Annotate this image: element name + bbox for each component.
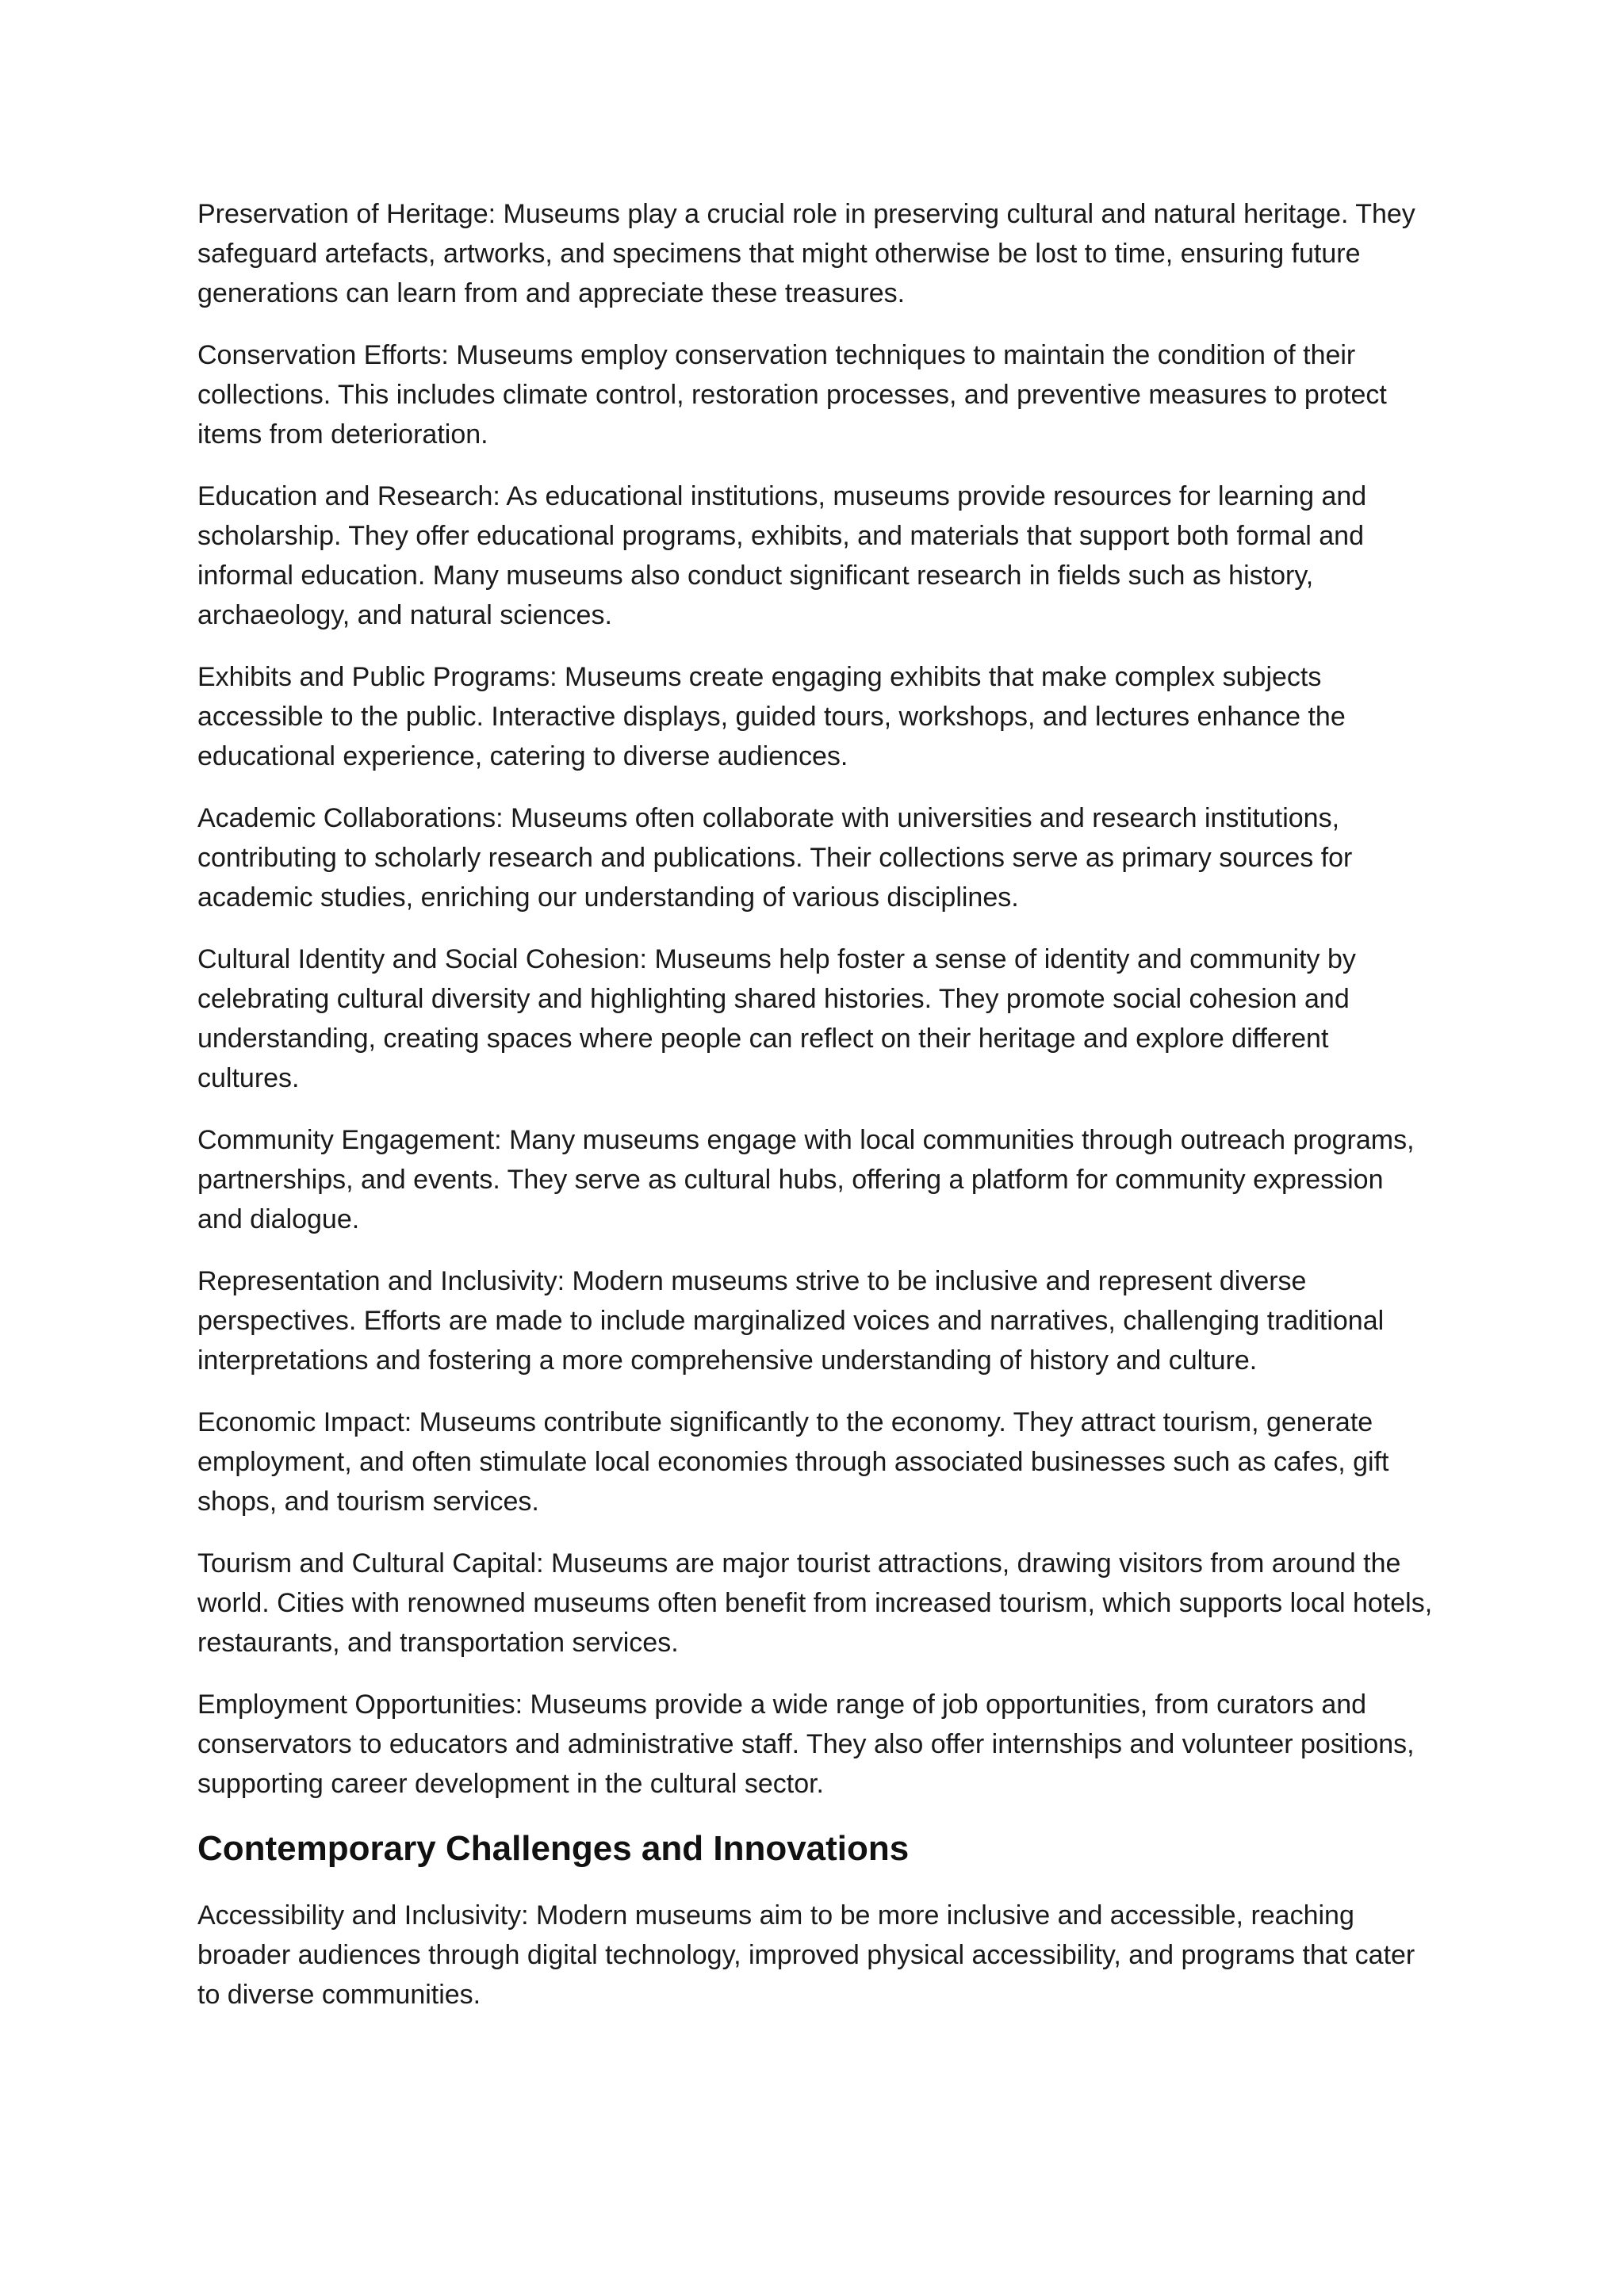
paragraph-preservation-of-heritage: Preservation of Heritage: Museums play a crucial role in preserving cultural and natural heritage. They safeguard artefacts, artworks, and specimens that might otherwise be lost to time, ensuring future generations can learn from and appreciate these treasures. [197,199,1415,308]
paragraph-education-and-research: Education and Research: As educational institutions, museums provide resources for learning and scholarship. They offer educational programs, exhibits, and materials that support both formal and informal education. Many museums also conduct significant research in fields such as history, archaeology, and natural sciences. [197,481,1367,630]
paragraph-conservation-efforts: Conservation Efforts: Museums employ conservation techniques to maintain the condition of their collections. This includes climate control, restoration processes, and preventive measures to protect items from deterioration. [197,340,1387,450]
paragraph-cultural-identity: Cultural Identity and Social Cohesion: Museums help foster a sense of identity and community by celebrating cultural diversity and highlighting shared histories. They promote social cohesion and understanding, creating spaces where people can reflect on their heritage and explore different cultures. [197,944,1356,1093]
section-heading: Contemporary Challenges and Innovations [197,1829,910,1868]
paragraph-tourism-and-cultural-capital: Tourism and Cultural Capital: Museums are major tourist attractions, drawing visitors from around the world. Cities with renowned museums often benefit from increased tourism, which supports local hotels, restaurants, and transportation services. [197,1548,1433,1658]
paragraph-economic-impact: Economic Impact: Museums contribute significantly to the economy. They attract tourism, generate employment, and often stimulate local economies through associated businesses such as cafes, gift shops, and tourism services. [197,1407,1389,1517]
document-body [197,194,1434,2037]
paragraph-employment-opportunities: Employment Opportunities: Museums provide a wide range of job opportunities, from curators and conservators to educators and administrative staff. They also offer internships and volunteer positions, supporting career development in the cultural sector. [197,1689,1415,1799]
paragraph-representation-and-inclusivity: Representation and Inclusivity: Modern museums strive to be inclusive and represent diverse perspectives. Efforts are made to include marginalized voices and narratives, challenging traditional interpretations and fostering a more comprehensive understanding of history and culture. [197,1266,1385,1376]
paragraph-academic-collaborations: Academic Collaborations: Museums often collaborate with universities and research institutions, contributing to scholarly research and publications. Their collections serve as primary sources for academic studies, enriching our understanding of various disciplines. [197,803,1353,913]
paragraph-accessibility-and-inclusivity: Accessibility and Inclusivity: Modern museums aim to be more inclusive and accessible, reaching broader audiences through digital technology, improved physical accessibility, and programs that cater to diverse communities. [197,1900,1415,2010]
paragraph-community-engagement: Community Engagement: Many museums engage with local communities through outreach programs, partnerships, and events. They serve as cultural hubs, offering a platform for community expression and dialogue. [197,1125,1415,1234]
paragraph-exhibits-and-public-programs: Exhibits and Public Programs: Museums create engaging exhibits that make complex subjects accessible to the public. Interactive displays, guided tours, workshops, and lectures enhance the educational experience, catering to diverse audiences. [197,662,1346,771]
